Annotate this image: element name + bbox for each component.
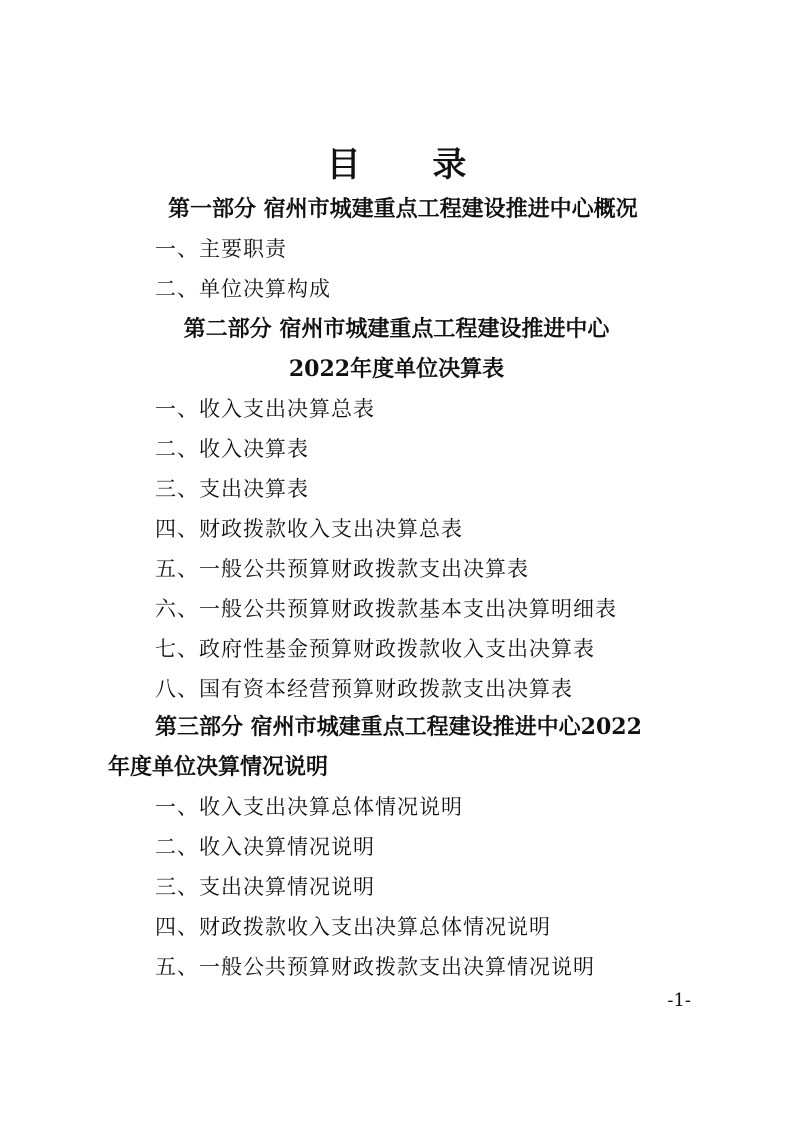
part3-heading-line2: 年度单位决算情况说明	[108, 754, 329, 780]
toc-item: 三、支出决算表	[155, 477, 309, 501]
toc-item: 五、一般公共预算财政拨款支出决算表	[155, 557, 529, 581]
toc-item: 四、财政拨款收入支出决算总表	[155, 517, 463, 541]
toc-item: 四、财政拨款收入支出决算总体情况说明	[155, 915, 551, 939]
page-number: -1-	[667, 990, 691, 1011]
part1-heading: 第一部分 宿州市城建重点工程建设推进中心概况	[168, 196, 638, 222]
toc-item: 五、一般公共预算财政拨款支出决算情况说明	[155, 955, 595, 979]
toc-item: 六、一般公共预算财政拨款基本支出决算明细表	[155, 597, 617, 621]
part2-heading-line1: 第二部分 宿州市城建重点工程建设推进中心	[183, 316, 610, 342]
toc-item: 一、收入支出决算总表	[155, 397, 375, 421]
part3-heading-line1: 第三部分 宿州市城建重点工程建设推进中心2022	[155, 714, 642, 740]
toc-item: 八、国有资本经营预算财政拨款支出决算表	[155, 677, 573, 701]
toc-item: 一、收入支出决算总体情况说明	[155, 795, 463, 819]
toc-item: 一、主要职责	[155, 237, 287, 261]
toc-item: 二、单位决算构成	[155, 277, 331, 301]
toc-item: 七、政府性基金预算财政拨款收入支出决算表	[155, 637, 595, 661]
page-title: 目 录	[326, 145, 497, 185]
part2-heading-line2: 2022年度单位决算表	[288, 356, 505, 382]
toc-item: 三、支出决算情况说明	[155, 875, 375, 899]
toc-item: 二、收入决算情况说明	[155, 835, 375, 859]
toc-item: 二、收入决算表	[155, 437, 309, 461]
